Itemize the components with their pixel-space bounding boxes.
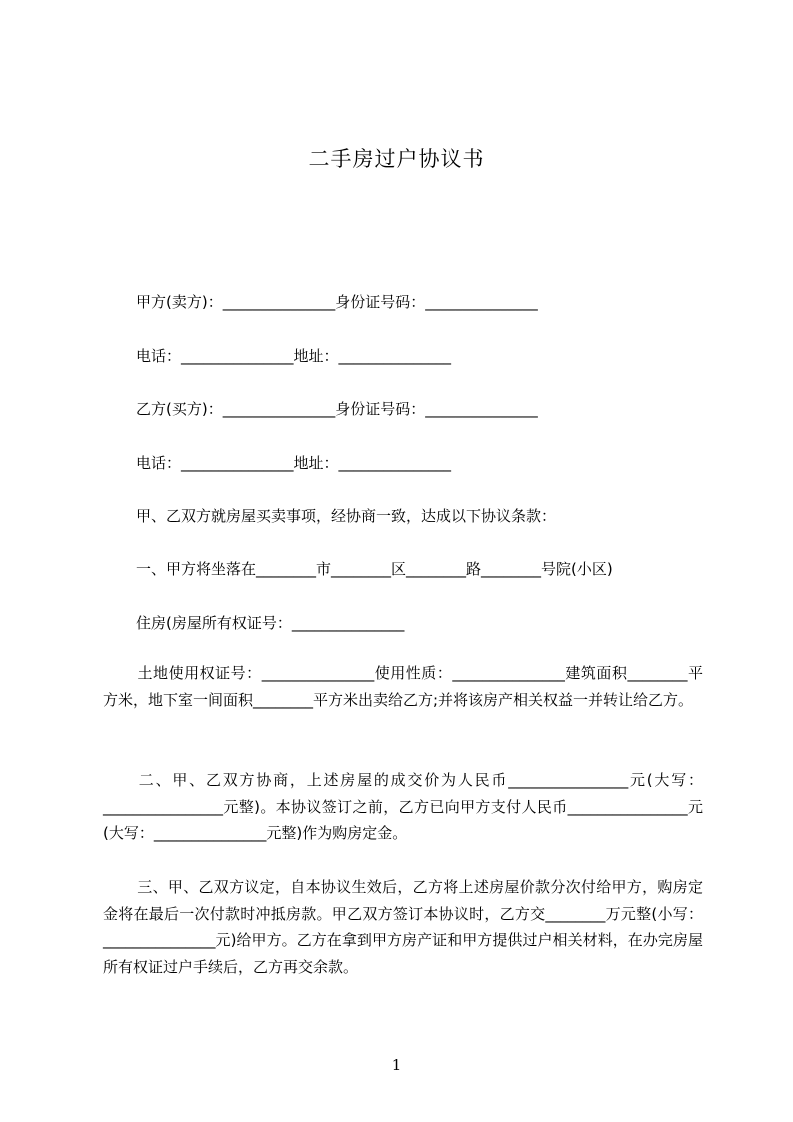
party-a-contact-line: 电话：_______________地址：_______________: [136, 347, 452, 365]
document-title: 二手房过户协议书: [308, 147, 485, 171]
party-b-contact-line: 电话：_______________地址：_______________: [136, 454, 452, 472]
clause-2-paragraph: [103, 767, 703, 847]
clause-3-text: 三、甲、乙双方议定，自本协议生效后，乙方将上述房屋价款分次付给甲方，购房定金将在最后一次付款时冲抵房款。甲乙双方签订本协议时，乙方交________万元整(小写：_______________元)给甲方。乙方在拿到甲方房产证和甲方提供过户相关材料，在办完房屋所有权证过户手续后，乙方再交余款。: [103, 878, 703, 976]
party-a-line: 甲方(卖方)：_______________身份证号码：_______________: [136, 293, 538, 311]
clause-2-text: 二、甲、乙双方协商，上述房屋的成交价为人民币________________元(大写：________________元整)。本协议签订之前，乙方已向甲方支付人民币________________元(大写：_______________元整)作为购房定金。: [103, 771, 703, 842]
party-b-line: 乙方(买方)：_______________身份证号码：_______________: [136, 400, 538, 418]
clause-1-certificate: 住房(房屋所有权证号：_______________: [136, 614, 405, 632]
preamble-text: 甲、乙双方就房屋买卖事项，经协商一致，达成以下协议条款：: [136, 507, 557, 525]
clause-1-location: 一、甲方将坐落在________市________区________路________号院(小区): [136, 560, 613, 578]
clause-1-land-paragraph: [103, 660, 703, 713]
clause-1-land-text: 土地使用权证号：_______________使用性质：_______________建筑面积________平方米，地下室一间面积________平方米出卖给乙方;并将该房产相关权益一并转让给乙方。: [103, 664, 703, 709]
page-number: 1: [391, 1056, 402, 1074]
clause-3-paragraph: [103, 874, 703, 980]
